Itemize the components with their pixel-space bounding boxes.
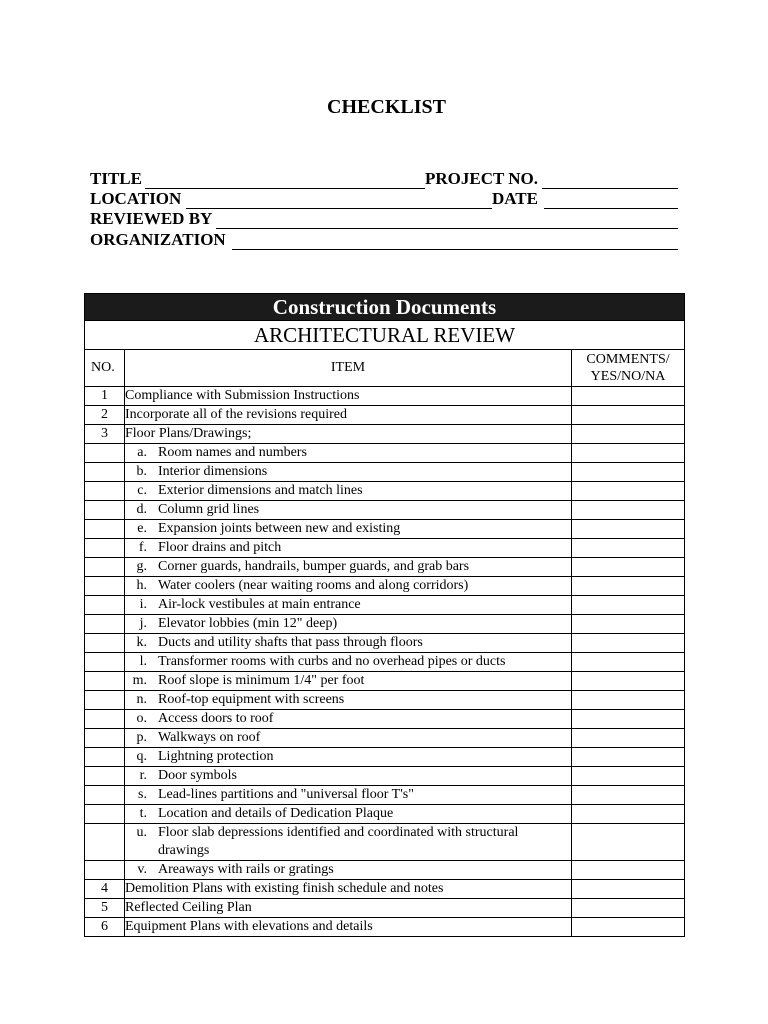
checklist-subitem-row (85, 501, 685, 520)
item-cell (125, 672, 572, 691)
checklist-subitem-row (85, 729, 685, 748)
item-cell (125, 710, 572, 729)
item-cell (125, 520, 572, 539)
col-header-item: ITEM (125, 350, 572, 387)
item-text: Lead-lines partitions and "universal floor T's" (158, 787, 414, 802)
item-letter: k. (136, 635, 147, 650)
item-letter: c. (137, 483, 147, 498)
item-letter: o. (136, 711, 147, 726)
comments-cell[interactable] (572, 899, 685, 918)
item-letter: e. (137, 521, 147, 536)
item-number (85, 710, 125, 729)
location-date-line (90, 189, 680, 210)
checklist-subitem-row (85, 615, 685, 634)
checklist-subitem-row (85, 767, 685, 786)
item-text: Floor Plans/Drawings; (125, 426, 252, 441)
item-text: Elevator lobbies (min 12" deep) (158, 616, 338, 631)
item-cell (125, 425, 572, 444)
item-cell (125, 653, 572, 672)
checklist-subitem-row (85, 691, 685, 710)
item-number (85, 520, 125, 539)
checklist-subitem-row (85, 520, 685, 539)
item-number: 3 (85, 425, 125, 444)
item-cell (125, 444, 572, 463)
section-heading: ARCHITECTURAL REVIEW (85, 321, 685, 350)
item-text: Room names and numbers (158, 445, 307, 460)
item-text: Floor slab depressions identified and coordinated with structural drawings (158, 825, 519, 858)
item-number (85, 463, 125, 482)
checklist-subitem-row (85, 596, 685, 615)
col-header-comments (572, 350, 685, 387)
item-text: Access doors to roof (158, 711, 274, 726)
item-number (85, 634, 125, 653)
checklist-subitem-row (85, 463, 685, 482)
item-text: Column grid lines (158, 502, 260, 517)
col-header-no: NO. (85, 350, 125, 387)
comments-cell[interactable] (572, 786, 685, 805)
checklist-subitem-row (85, 824, 685, 861)
item-number: 5 (85, 899, 125, 918)
checklist-item-row (85, 899, 685, 918)
checklist-subitem-row (85, 786, 685, 805)
item-text: Interior dimensions (158, 464, 268, 479)
item-text: Walkways on roof (158, 730, 261, 745)
item-letter: j. (139, 616, 147, 631)
item-text: Compliance with Submission Instructions (125, 388, 360, 403)
comments-cell[interactable] (572, 406, 685, 425)
item-number (85, 691, 125, 710)
item-cell (125, 387, 572, 406)
item-text: Transformer rooms with curbs and no overhead pipes or ducts (158, 654, 506, 669)
location-label: LOCATION (90, 189, 182, 208)
item-letter: u. (136, 825, 147, 840)
banner-row (85, 294, 685, 321)
item-number (85, 501, 125, 520)
item-number (85, 577, 125, 596)
item-number (85, 824, 125, 861)
item-letter: h. (136, 578, 147, 593)
checklist-item-row (85, 387, 685, 406)
reviewed-by-line (90, 209, 680, 230)
item-text: Floor drains and pitch (158, 540, 282, 555)
column-header-row (85, 350, 685, 387)
item-number (85, 748, 125, 767)
item-cell (125, 880, 572, 899)
comments-cell[interactable] (572, 710, 685, 729)
item-text: Air-lock vestibules at main entrance (158, 597, 361, 612)
item-text: Incorporate all of the revisions required (125, 407, 347, 422)
item-number: 2 (85, 406, 125, 425)
comments-cell[interactable] (572, 748, 685, 767)
comments-cell[interactable] (572, 653, 685, 672)
item-cell (125, 463, 572, 482)
organization-line (90, 230, 680, 251)
comments-cell[interactable] (572, 444, 685, 463)
item-number (85, 596, 125, 615)
subheading-row (85, 321, 685, 350)
organization-label: ORGANIZATION (90, 230, 226, 249)
item-letter: l. (139, 654, 147, 669)
checklist-subitem-row (85, 748, 685, 767)
comments-cell[interactable] (572, 558, 685, 577)
item-number (85, 767, 125, 786)
page-title: CHECKLIST (327, 96, 446, 118)
checklist-subitem-row (85, 558, 685, 577)
comments-cell[interactable] (572, 691, 685, 710)
item-text: Reflected Ceiling Plan (125, 900, 252, 915)
item-number (85, 861, 125, 880)
col-header-comments-line2: YES/NO/NA (590, 369, 666, 384)
item-number (85, 558, 125, 577)
item-text: Areaways with rails or gratings (158, 862, 334, 877)
item-number: 1 (85, 387, 125, 406)
item-letter: r. (139, 768, 147, 783)
item-letter: d. (136, 502, 147, 517)
project-no-label: PROJECT NO. (425, 169, 539, 188)
item-cell (125, 501, 572, 520)
item-text: Roof-top equipment with screens (158, 692, 345, 707)
comments-cell[interactable] (572, 577, 685, 596)
checklist-subitem-row (85, 577, 685, 596)
item-cell (125, 634, 572, 653)
checklist-subitem-row (85, 444, 685, 463)
item-cell (125, 615, 572, 634)
item-text: Location and details of Dedication Plaque (158, 806, 394, 821)
comments-cell[interactable] (572, 880, 685, 899)
item-letter: v. (137, 862, 147, 877)
item-number (85, 786, 125, 805)
col-header-comments-line1: COMMENTS/ (586, 352, 670, 367)
checklist-subitem-row (85, 710, 685, 729)
title-project-line (90, 169, 680, 190)
comments-cell[interactable] (572, 861, 685, 880)
comments-cell[interactable] (572, 387, 685, 406)
comments-cell[interactable] (572, 672, 685, 691)
item-cell (125, 861, 572, 880)
checklist-subitem-row (85, 634, 685, 653)
checklist-subitem-row (85, 672, 685, 691)
item-number (85, 653, 125, 672)
checklist-subitem-row (85, 805, 685, 824)
item-letter: n. (136, 692, 147, 707)
comments-cell[interactable] (572, 520, 685, 539)
checklist-subitem-row (85, 653, 685, 672)
item-letter: q. (136, 749, 147, 764)
checklist-subitem-row (85, 861, 685, 880)
item-cell (125, 805, 572, 824)
comments-cell[interactable] (572, 596, 685, 615)
item-cell (125, 596, 572, 615)
title-label: TITLE (90, 169, 142, 188)
comments-cell[interactable] (572, 501, 685, 520)
item-cell (125, 406, 572, 425)
item-cell (125, 482, 572, 501)
checklist-item-row (85, 406, 685, 425)
checklist-table (84, 293, 685, 937)
reviewed-by-label: REVIEWED BY (90, 209, 213, 228)
comments-cell[interactable] (572, 824, 685, 861)
item-number (85, 539, 125, 558)
item-cell (125, 824, 572, 861)
comments-cell[interactable] (572, 482, 685, 501)
item-text: Demolition Plans with existing finish schedule and notes (125, 881, 444, 896)
item-cell (125, 748, 572, 767)
item-text: Lightning protection (158, 749, 274, 764)
item-letter: p. (136, 730, 147, 745)
comments-cell[interactable] (572, 767, 685, 786)
item-letter: f. (138, 540, 147, 555)
item-number: 6 (85, 918, 125, 937)
comments-cell[interactable] (572, 729, 685, 748)
item-number (85, 672, 125, 691)
item-letter: m. (132, 673, 147, 688)
comments-cell[interactable] (572, 425, 685, 444)
item-letter: t. (139, 806, 147, 821)
comments-cell[interactable] (572, 539, 685, 558)
item-cell (125, 767, 572, 786)
item-cell (125, 691, 572, 710)
comments-cell[interactable] (572, 634, 685, 653)
item-text: Equipment Plans with elevations and details (125, 919, 373, 934)
checklist-subitem-row (85, 482, 685, 501)
item-cell (125, 918, 572, 937)
checklist-subitem-row (85, 539, 685, 558)
checklist-item-row (85, 425, 685, 444)
item-text: Expansion joints between new and existing (158, 521, 401, 536)
banner-title: Construction Documents (85, 294, 685, 321)
item-text: Corner guards, handrails, bumper guards, and grab bars (158, 559, 470, 574)
item-cell (125, 539, 572, 558)
item-letter: s. (138, 787, 147, 802)
item-text: Water coolers (near waiting rooms and along corridors) (158, 578, 469, 593)
comments-cell[interactable] (572, 805, 685, 824)
item-letter: i. (139, 597, 147, 612)
reviewed-by-field[interactable] (216, 228, 678, 229)
organization-field[interactable] (232, 249, 678, 250)
item-text: Door symbols (158, 768, 237, 783)
item-number: 4 (85, 880, 125, 899)
item-cell (125, 558, 572, 577)
comments-cell[interactable] (572, 918, 685, 937)
item-cell (125, 899, 572, 918)
item-cell (125, 577, 572, 596)
item-letter: g. (136, 559, 147, 574)
item-letter: b. (136, 464, 147, 479)
item-text: Ducts and utility shafts that pass through floors (158, 635, 423, 650)
item-number (85, 444, 125, 463)
item-number (85, 805, 125, 824)
comments-cell[interactable] (572, 463, 685, 482)
item-letter: a. (137, 445, 147, 460)
comments-cell[interactable] (572, 615, 685, 634)
checklist-item-row (85, 880, 685, 899)
item-number (85, 482, 125, 501)
item-number (85, 729, 125, 748)
checklist-item-row (85, 918, 685, 937)
item-number (85, 615, 125, 634)
item-cell (125, 729, 572, 748)
item-text: Exterior dimensions and match lines (158, 483, 363, 498)
date-label: DATE (492, 189, 538, 208)
item-text: Roof slope is minimum 1/4" per foot (158, 673, 365, 688)
item-cell (125, 786, 572, 805)
